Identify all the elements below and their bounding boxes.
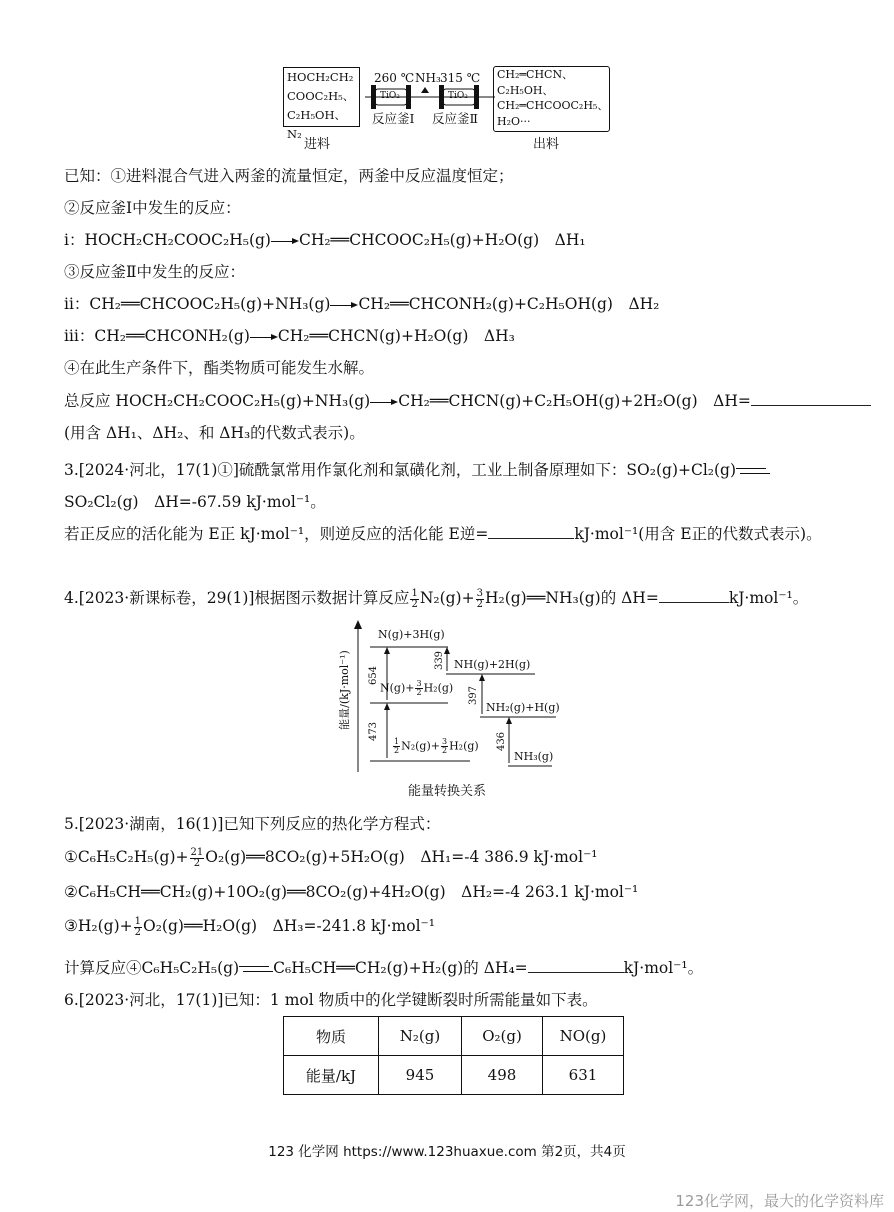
numerator: 3	[476, 587, 483, 599]
feed-line: COOC₂H₅、	[287, 89, 355, 103]
answer-blank[interactable]	[659, 588, 729, 603]
level-nh3: NH₃(g)	[514, 750, 554, 763]
value-436: 436	[496, 731, 508, 752]
reaction-iii-product: CH₂══CHCN(g)+H₂O(g) ΔH₃	[277, 327, 515, 345]
equation-3-b: O₂(g)══H₂O(g) ΔH₃=-241.8 kJ·mol⁻¹	[143, 917, 435, 935]
reaction-ii-reactant: ⅱ：CH₂══CHCOOC₂H₅(g)+NH₃(g)	[64, 295, 331, 313]
question-3-ask-b: kJ·mol⁻¹(用含 E正的代数式表示)。	[574, 525, 822, 543]
answer-blank[interactable]	[751, 391, 871, 406]
question-4-end: H₂(g)══NH₃(g)的 ΔH=	[484, 589, 659, 607]
bond-energy-table	[283, 1016, 624, 1095]
hydrolysis-note: ④在此生产条件下，酯类物质可能发生水解。	[64, 359, 375, 377]
feed-line: C₂H₅OH、N₂	[287, 108, 347, 141]
arrow-icon	[330, 300, 358, 310]
level-h2-text: H₂(g)	[423, 681, 454, 695]
question-3-text: 3.[2024·河北，17(1)①]硫酰氯常用作氯化剂和氯磺化剂，工业上制备原理如下：SO₂(g)+Cl₂(g)	[64, 461, 737, 479]
numerator: 1	[411, 587, 418, 599]
level-top: N(g)+3H(g)	[378, 628, 445, 641]
reaction-i-reactant: ⅰ：HOCH₂CH₂COOC₂H₅(g)	[64, 231, 271, 249]
table-cell: 631	[543, 1056, 624, 1095]
product-line: CH₂═CHCN、	[497, 68, 574, 81]
reversible-arrow-icon	[239, 963, 273, 975]
equation-4-a: 计算反应④C₆H₅C₂H₅(g)	[64, 959, 240, 977]
page-footer: 123 化学网 https://www.123huaxue.com 第2页，共4页	[268, 1144, 626, 1160]
catalyst-2: TiO₂	[448, 91, 468, 101]
denominator: 2	[416, 688, 422, 697]
question-4-text: 4.[2023·新课标卷，29(1)]根据图示数据计算反应	[64, 589, 410, 607]
answer-blank[interactable]	[528, 958, 624, 973]
table-row	[284, 1056, 624, 1095]
question-5: 5.[2023·湖南，16(1)]已知下列反应的热化学方程式：	[64, 815, 441, 833]
equation-4	[64, 956, 703, 978]
table-header-cell: 物质	[284, 1017, 379, 1056]
equation-4-b: C₆H₅CH══CH₂(g)+H₂(g)的 ΔH₄=	[273, 959, 528, 977]
feed-label: 进料	[304, 137, 331, 152]
question-6: 6.[2023·河北，17(1)]已知：1 mol 物质中的化学键断裂时所需能量如下表。	[64, 991, 598, 1009]
table-cell: 498	[462, 1056, 543, 1095]
question-4	[64, 586, 808, 610]
value-339: 339	[434, 650, 446, 671]
equation-1	[64, 845, 597, 869]
equation-2: ②C₆H₅CH══CH₂(g)+10O₂(g)══8CO₂(g)+4H₂O(g) ΔH₂=-4 263.1 kJ·mol⁻¹	[64, 883, 639, 901]
reaction-i	[64, 228, 586, 250]
denominator: 2	[193, 857, 201, 869]
denominator: 2	[134, 926, 142, 938]
fraction-three-half	[415, 680, 422, 697]
overall-product: CH₂══CHCN(g)+C₂H₅OH(g)+2H₂O(g) ΔH=	[398, 392, 751, 410]
fraction-half	[393, 738, 400, 755]
reaction-ii	[64, 292, 659, 314]
equation-3	[64, 914, 435, 938]
value-654: 654	[368, 665, 380, 686]
level-nh-2h: NH(g)+2H(g)	[454, 658, 531, 671]
numerator: 1	[394, 737, 400, 746]
flow-diagram	[280, 63, 610, 153]
overall-reaction	[64, 389, 871, 411]
energy-caption: 能量转换关系	[408, 784, 487, 799]
reversible-arrow-icon	[736, 465, 770, 477]
temp-2: 315 ℃	[440, 71, 481, 85]
table-cell: 945	[379, 1056, 462, 1095]
equation-1-b: O₂(g)══8CO₂(g)+5H₂O(g) ΔH₁=-4 386.9 kJ·mol⁻¹	[205, 848, 598, 866]
product-box	[493, 66, 610, 132]
level-nh2-h: NH₂(g)+H(g)	[486, 701, 560, 714]
energy-diagram	[330, 620, 570, 800]
reaction-iii-reactant: ⅲ：CH₂══CHCONH₂(g)	[64, 327, 250, 345]
fraction-21-2	[190, 848, 205, 869]
question-3-equation: SO₂Cl₂(g) ΔH=-67.59 kJ·mol⁻¹。	[64, 493, 326, 511]
energy-y-label: 能量/(kJ·mol⁻¹)	[338, 650, 351, 730]
question-3-ask	[64, 522, 822, 544]
value-473: 473	[368, 721, 380, 742]
nh3-label: NH₃	[415, 71, 441, 85]
arrow-icon	[271, 236, 299, 246]
table-row	[284, 1017, 624, 1056]
product-line: CH₂═CHCOOC₂H₅、	[497, 99, 609, 112]
fraction-half	[134, 917, 142, 938]
question-3-ask-a: 若正反应的活化能为 E正 kJ·mol⁻¹，则逆反应的活化能 E逆=	[64, 525, 489, 543]
reactor-1-label: 反应釜Ⅰ	[372, 111, 415, 126]
overall-reactant: 总反应 HOCH₂CH₂COOC₂H₅(g)+NH₃(g)	[64, 392, 371, 410]
arrow-icon	[370, 397, 398, 407]
reactor-2-label: 反应釜Ⅱ	[432, 111, 478, 126]
table-header-cell: N₂(g)	[379, 1017, 462, 1056]
product-line: C₂H₅OH、	[497, 83, 554, 97]
denominator: 2	[394, 746, 400, 755]
reaction-iii	[64, 324, 515, 346]
catalyst-1: TiO₂	[380, 91, 400, 101]
denominator: 2	[441, 746, 448, 755]
level-n-h2	[380, 680, 453, 697]
feed-box	[283, 67, 360, 141]
table-row-label: 能量/kJ	[284, 1056, 379, 1095]
temp-1: 260 ℃	[374, 71, 415, 85]
answer-blank[interactable]	[488, 524, 574, 539]
table-header-cell: O₂(g)	[462, 1017, 543, 1056]
question-4-unit: kJ·mol⁻¹。	[728, 589, 809, 607]
numerator: 1	[134, 915, 142, 927]
fraction-half	[410, 589, 418, 610]
product-line: H₂O···	[497, 114, 531, 128]
arrow-icon	[250, 332, 278, 342]
numerator: 21	[190, 846, 204, 858]
reactor2-reaction-heading: ③反应釜Ⅱ中发生的反应：	[64, 263, 246, 281]
reaction-ii-product: CH₂══CHCONH₂(g)+C₂H₅OH(g) ΔH₂	[358, 295, 660, 313]
reactor1-reaction-heading: ②反应釜Ⅰ中发生的反应：	[64, 199, 241, 217]
out-label: 出料	[533, 137, 560, 152]
feed-line: HOCH₂CH₂	[287, 70, 354, 84]
fraction-three-half	[476, 589, 484, 610]
equation-3-a: ③H₂(g)+	[64, 917, 133, 935]
question-4-mid: N₂(g)+	[419, 589, 475, 607]
level-n-text: N(g)+	[380, 681, 415, 695]
table-header-cell: NO(g)	[543, 1017, 624, 1056]
equation-1-a: ①C₆H₅C₂H₅(g)+	[64, 848, 189, 866]
denominator: 2	[411, 598, 418, 610]
equation-4-c: kJ·mol⁻¹。	[623, 959, 704, 977]
question-3	[64, 458, 770, 480]
numerator: 3	[416, 679, 422, 688]
numerator: 3	[441, 737, 448, 746]
denominator: 2	[476, 598, 483, 610]
value-397: 397	[468, 685, 480, 706]
level-half-n2	[392, 738, 479, 755]
fraction-three-half	[441, 738, 448, 755]
watermark: 123化学网，最大的化学资料库	[675, 1192, 884, 1210]
level-h2-text: H₂(g)	[449, 739, 479, 753]
level-n2-text: N₂(g)+	[401, 739, 440, 753]
known-line: 已知：①进料混合气进入两釜的流量恒定，两釜中反应温度恒定；	[64, 167, 514, 185]
expression-note: (用含 ΔH₁、ΔH₂、和 ΔH₃的代数式表示)。	[64, 424, 365, 442]
reaction-i-product: CH₂══CHCOOC₂H₅(g)+H₂O(g) ΔH₁	[298, 231, 586, 249]
